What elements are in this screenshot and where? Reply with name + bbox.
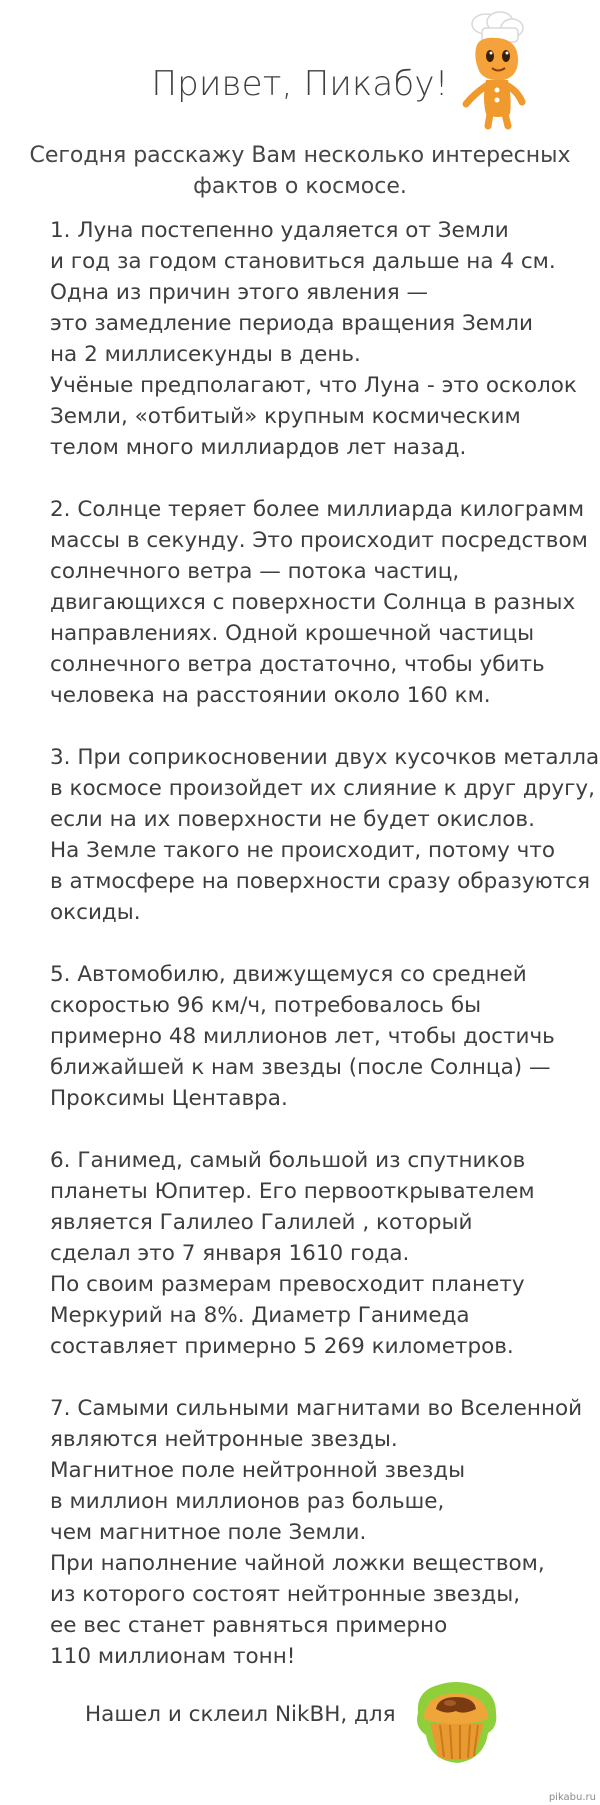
facts-list bbox=[50, 215, 600, 1703]
fact-line: солнечного ветра — потока частиц, bbox=[50, 559, 460, 584]
intro-line: фактов о космосе. bbox=[193, 174, 407, 199]
fact-line: Магнитное поле нейтронной звезды bbox=[50, 1458, 466, 1483]
fact-line: Учёные предполагают, что Луна - это осколок bbox=[50, 373, 577, 398]
fact-line: планеты Юпитер. Его первооткрывателем bbox=[50, 1179, 535, 1204]
fact-line: Проксимы Центавра. bbox=[50, 1086, 288, 1111]
fact-line: массы в секунду. Это происходит посредством bbox=[50, 528, 588, 553]
fact-line: являются нейтронные звезды. bbox=[50, 1427, 398, 1452]
fact-line: на 2 миллисекунды в день. bbox=[50, 342, 361, 367]
fact-line: чем магнитное поле Земли. bbox=[50, 1520, 367, 1545]
fact-line: 2. Солнце теряет более миллиарда килограмм bbox=[50, 497, 585, 522]
fact-line: скоростью 96 км/ч, потребовалось бы bbox=[50, 993, 482, 1018]
fact-line: 7. Самыми сильными магнитами во Вселенной bbox=[50, 1396, 583, 1421]
fact-line: двигающихся с поверхности Солнца в разных bbox=[50, 590, 576, 615]
pikabu-cupcake-icon bbox=[408, 1673, 504, 1769]
fact-line: солнечного ветра достаточно, чтобы убить bbox=[50, 652, 545, 677]
fact-line: если на их поверхности не будет окислов. bbox=[50, 807, 535, 832]
fact-line: в космосе произойдет их слияние к друг другу, bbox=[50, 776, 595, 801]
fact-line: примерно 48 миллионов лет, чтобы достичь bbox=[50, 1024, 555, 1049]
fact-line: На Земле такого не происходит, потому что bbox=[50, 838, 556, 863]
fact-line: это замедление периода вращения Земли bbox=[50, 311, 533, 336]
fact-line: Меркурий на 8%. Диаметр Ганимеда bbox=[50, 1303, 470, 1328]
fact-line: в атмосфере на поверхности сразу образуются bbox=[50, 869, 591, 894]
fact-line: сделал это 7 января 1610 года. bbox=[50, 1241, 410, 1266]
fact-3 bbox=[50, 742, 600, 928]
fact-line: и год за годом становиться дальше на 4 см. bbox=[50, 249, 556, 274]
fact-line: ближайшей к нам звезды (после Солнца) — bbox=[50, 1055, 551, 1080]
fact-line: телом много миллиардов лет назад. bbox=[50, 435, 467, 460]
fact-2 bbox=[50, 494, 595, 711]
footer-credit: Нашел и склеил NikBH, для bbox=[85, 1702, 396, 1727]
fact-line: человека на расстоянии около 160 км. bbox=[50, 683, 491, 708]
fact-line: 5. Автомобилю, движущемуся со средней bbox=[50, 962, 527, 987]
fact-line: 1. Луна постепенно удаляется от Земли bbox=[50, 218, 509, 243]
intro-text bbox=[0, 140, 600, 202]
fact-line: Одна из причин этого явления — bbox=[50, 280, 428, 305]
fact-line: направлениях. Одной крошечной частицы bbox=[50, 621, 535, 646]
fact-line: По своим размерам превосходит планету bbox=[50, 1272, 525, 1297]
fact-line: ее вес станет равняться примерно bbox=[50, 1613, 448, 1638]
fact-line: является Галилео Галилей , который bbox=[50, 1210, 473, 1235]
watermark: pikabu.ru bbox=[548, 1792, 596, 1803]
fact-line: оксиды. bbox=[50, 900, 141, 925]
fact-line: 110 миллионам тонн! bbox=[50, 1644, 296, 1669]
fact-line: 3. При соприкосновении двух кусочков металла bbox=[50, 745, 600, 770]
fact-line: При наполнение чайной ложки веществом, bbox=[50, 1551, 545, 1576]
fact-line: составляет примерно 5 269 километров. bbox=[50, 1334, 514, 1359]
fact-line: Земли, «отбитый» крупным космическим bbox=[50, 404, 521, 429]
intro-line: Сегодня расскажу Вам несколько интересных bbox=[29, 143, 571, 168]
fact-line: из которого состоят нейтронные звезды, bbox=[50, 1582, 521, 1607]
fact-line: 6. Ганимед, самый большой из спутников bbox=[50, 1148, 526, 1173]
fact-5 bbox=[50, 959, 595, 1114]
fact-1 bbox=[50, 215, 595, 463]
fact-line: в миллион миллионов раз больше, bbox=[50, 1489, 445, 1514]
fact-6 bbox=[50, 1145, 595, 1362]
page-title: Привет, Пикабу! bbox=[151, 64, 449, 104]
fact-7 bbox=[50, 1393, 595, 1672]
